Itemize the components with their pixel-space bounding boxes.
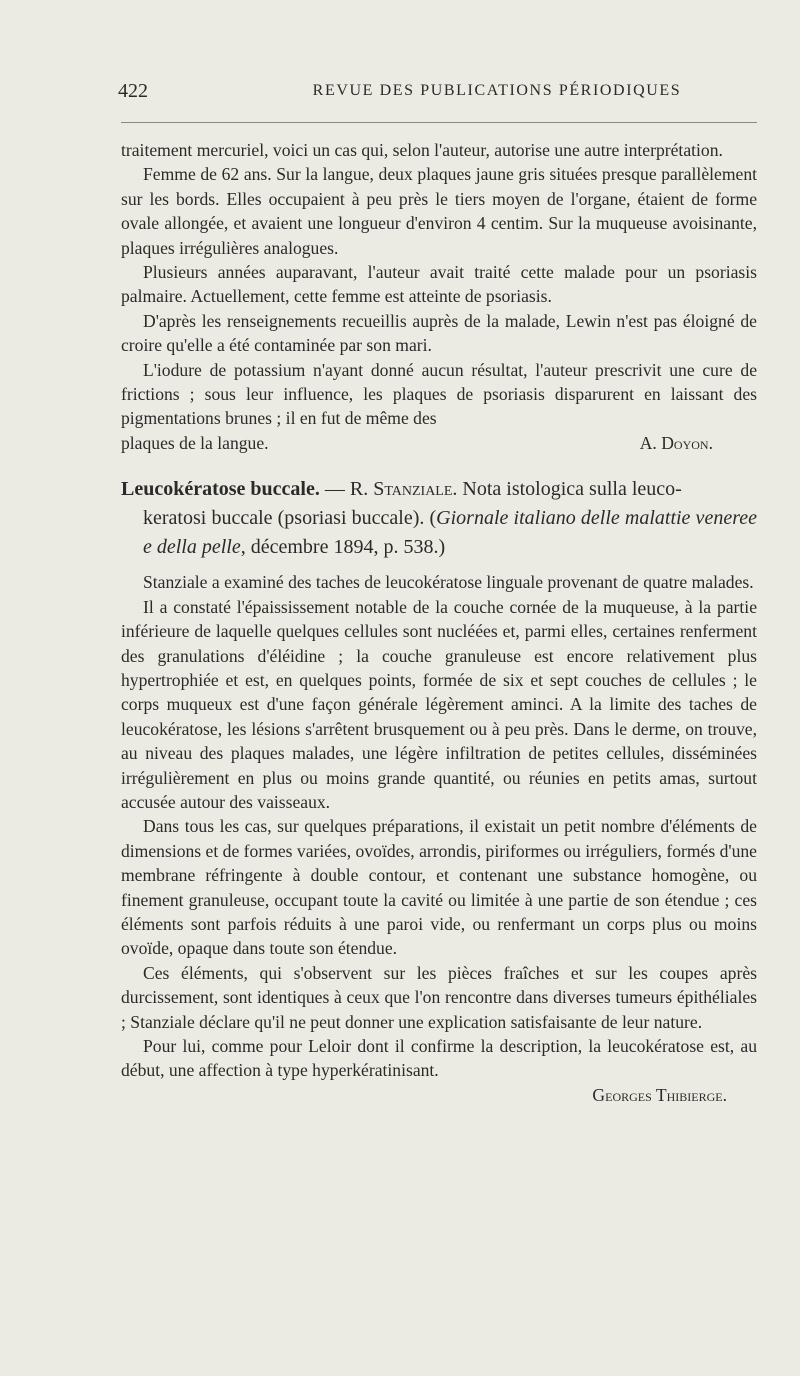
header-rule — [121, 122, 757, 123]
paragraph: traitement mercuriel, voici un cas qui, selon l'auteur, autorise une autre interprétation. — [121, 140, 723, 160]
paragraph: D'après les renseignements recueillis auprès de la malade, Lewin n'est pas éloigné de croire qu'elle a été contaminée par son mari. — [121, 310, 757, 356]
paragraph: Pour lui, comme pour Leloir dont il confirme la description, la leucokératose est, au début, une affection à type hyperkératinisant. — [121, 1036, 757, 1081]
author-signature: A. Doyon. — [639, 432, 713, 453]
paragraph: Plusieurs années auparavant, l'auteur avait traité cette malade pour un psoriasis palmaire. Actuellement, cette femme est atteinte de psoriasis. — [121, 262, 757, 307]
article-author: Stanziale — [373, 478, 453, 501]
paragraph: L'iodure de potassium n'ayant donné aucun résultat, l'auteur prescrivit une cure de frictions ; sous leur influence, les plaques de psoriasis disparurent en laissant des pigmentations brunes ; il en fut de même des — [121, 359, 757, 429]
paragraph: Ces éléments, qui s'observent sur les pièces fraîches et sur les coupes après durcissement, sont identiques à ceux que l'on rencontre dans diverses tumeurs épithéliales ; Stanziale déclare qu'il ne peut donner une explication satisfaisante de leur nature. — [121, 962, 757, 1032]
article-title-continued — [121, 504, 757, 562]
page-header — [118, 80, 758, 110]
article-title-text: . Nota istologica sulla leuco- — [452, 478, 682, 501]
page-body — [121, 138, 757, 1107]
paragraph-end: plaques de la langue. — [121, 432, 269, 453]
article-subject: Leucokératose buccale. — [121, 478, 320, 501]
paragraph: Dans tous les cas, sur quelques préparations, il existait un petit nombre d'éléments de dimensions et de formes variées, ovoïdes, arrondis, piriformes ou irréguliers, formés d'une membrane réfringente à double contour, et contenant une substance homogène, ou finement granuleuse, occupant toute la cavité ou limitée à une partie de son étendue ; ces éléments sont parfois réduits à une paroi vide, ou renfermant un corps plus ou moins ovoïde, opaque dans toute son étendue. — [121, 816, 757, 959]
running-title: REVUE DES PUBLICATIONS PÉRIODIQUES — [312, 82, 682, 99]
article-heading — [121, 475, 757, 562]
paragraph: Il a constaté l'épaississement notable de la couche cornée de la muqueuse, à la partie inférieure de laquelle quelques cellules sont nucléées et, parmi elles, certaines renferment des granulations d'éléidine ; la couche granuleuse est encore relativement plus hypertrophiée et est, en quelques points, formée de six et sept couches de cellules ; le corps muqueux est d'une façon générale légèrement aminci. A la limite des taches de leucokératose, les lésions s'arrêtent brusquement ou à peu près. Dans le derme, on trouve, au niveau des plaques malades, une légère infiltration de petites cellules, disséminées irrégulièrement en plus ou moins grande quantité, ou réunies en petits amas, surtout accusée autour des vaisseaux. — [121, 596, 757, 812]
heading-dash: — R. — [319, 478, 374, 501]
page-number: 422 — [118, 80, 148, 102]
signature-line — [121, 431, 757, 455]
paragraph: Femme de 62 ans. Sur la langue, deux plaques jaune gris situées presque parallèlement sur les bords. Elles occupaient à peu près le tiers moyen de l'organe, étaient de forme ovale allongée, et avaient une longueur d'environ 4 centim. Sur la muqueuse avoisinante, plaques irrégulières analogues. — [121, 164, 757, 258]
journal-title: Giornale italiano delle malattie veneree e della pelle — [143, 507, 757, 559]
paragraph: Stanziale a examiné des taches de leucokératose linguale provenant de quatre malades. — [143, 572, 754, 593]
article-title-cont: keratosi buccale (psoriasi buccale). ( — [143, 507, 437, 530]
citation: , décembre 1894, p. 538.) — [240, 536, 446, 559]
author-signature: Georges Thibierge. — [592, 1084, 727, 1105]
